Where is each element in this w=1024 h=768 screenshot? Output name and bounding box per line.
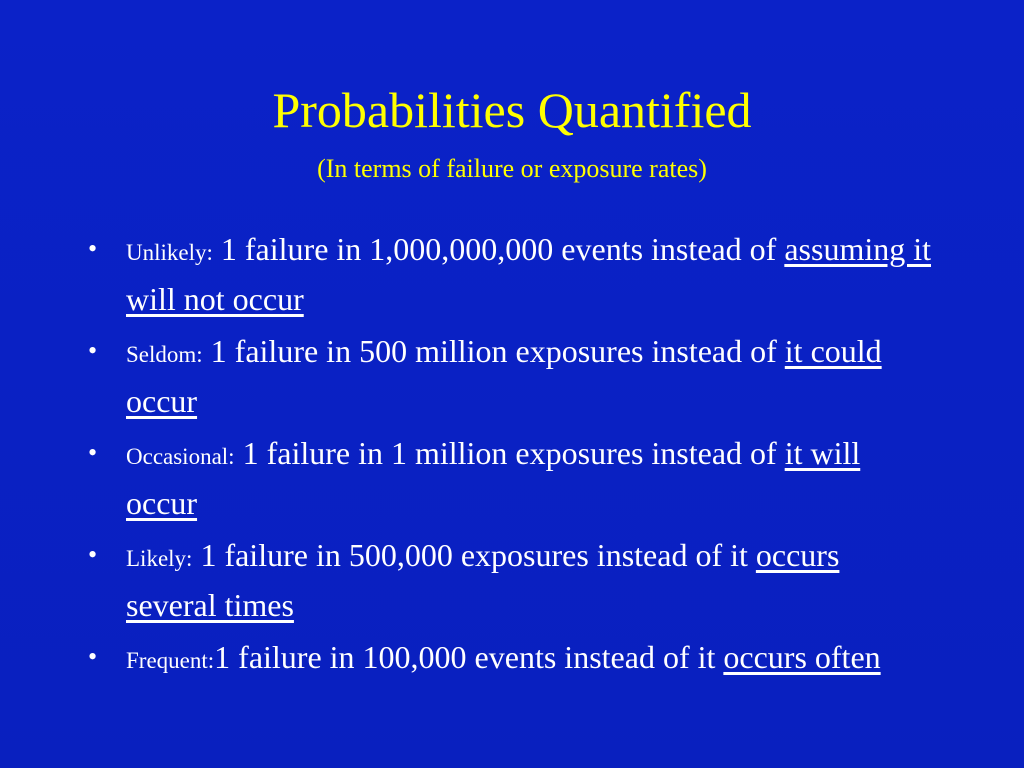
bullet-text: 1 failure in 1 million exposures instead of (234, 435, 785, 471)
bullet-text: 1 failure in 500,000 exposures instead of it (192, 537, 756, 573)
bullet-icon: • (88, 438, 98, 467)
bullet-icon: • (88, 336, 98, 365)
bullet-icon: • (88, 234, 98, 263)
bullet-text: 1 failure in 500 million exposures instead of (202, 333, 785, 369)
bullet-emphasis: it will occur (126, 435, 861, 521)
bullet-icon: • (88, 642, 98, 671)
bullet-item-occasional (76, 430, 936, 526)
bullet-item-seldom (76, 328, 936, 424)
bullet-term: Occasional: (126, 444, 235, 469)
bullet-text: 1 failure in 100,000 events instead of it (214, 639, 724, 675)
bullet-term: Unlikely: (126, 240, 213, 265)
bullet-term: Frequent: (126, 648, 215, 673)
bullet-term: Seldom: (126, 342, 203, 367)
bullet-item-unlikely (76, 226, 936, 322)
bullet-item-likely (76, 532, 936, 628)
bullet-emphasis: occurs several times (126, 537, 840, 623)
bullet-icon: • (88, 540, 98, 569)
bullet-emphasis: occurs often (723, 639, 881, 675)
bullet-emphasis: assuming it will not occur (126, 231, 931, 317)
slide-title: Probabilities Quantified (272, 82, 752, 138)
bullet-item-frequent (76, 634, 936, 684)
slide-subtitle: (In terms of failure or exposure rates) (317, 154, 707, 183)
bullet-emphasis: it could occur (126, 333, 882, 419)
bullet-term: Likely: (126, 546, 193, 571)
bullet-list (76, 226, 936, 690)
bullet-text: 1 failure in 1,000,000,000 events instead of (212, 231, 785, 267)
